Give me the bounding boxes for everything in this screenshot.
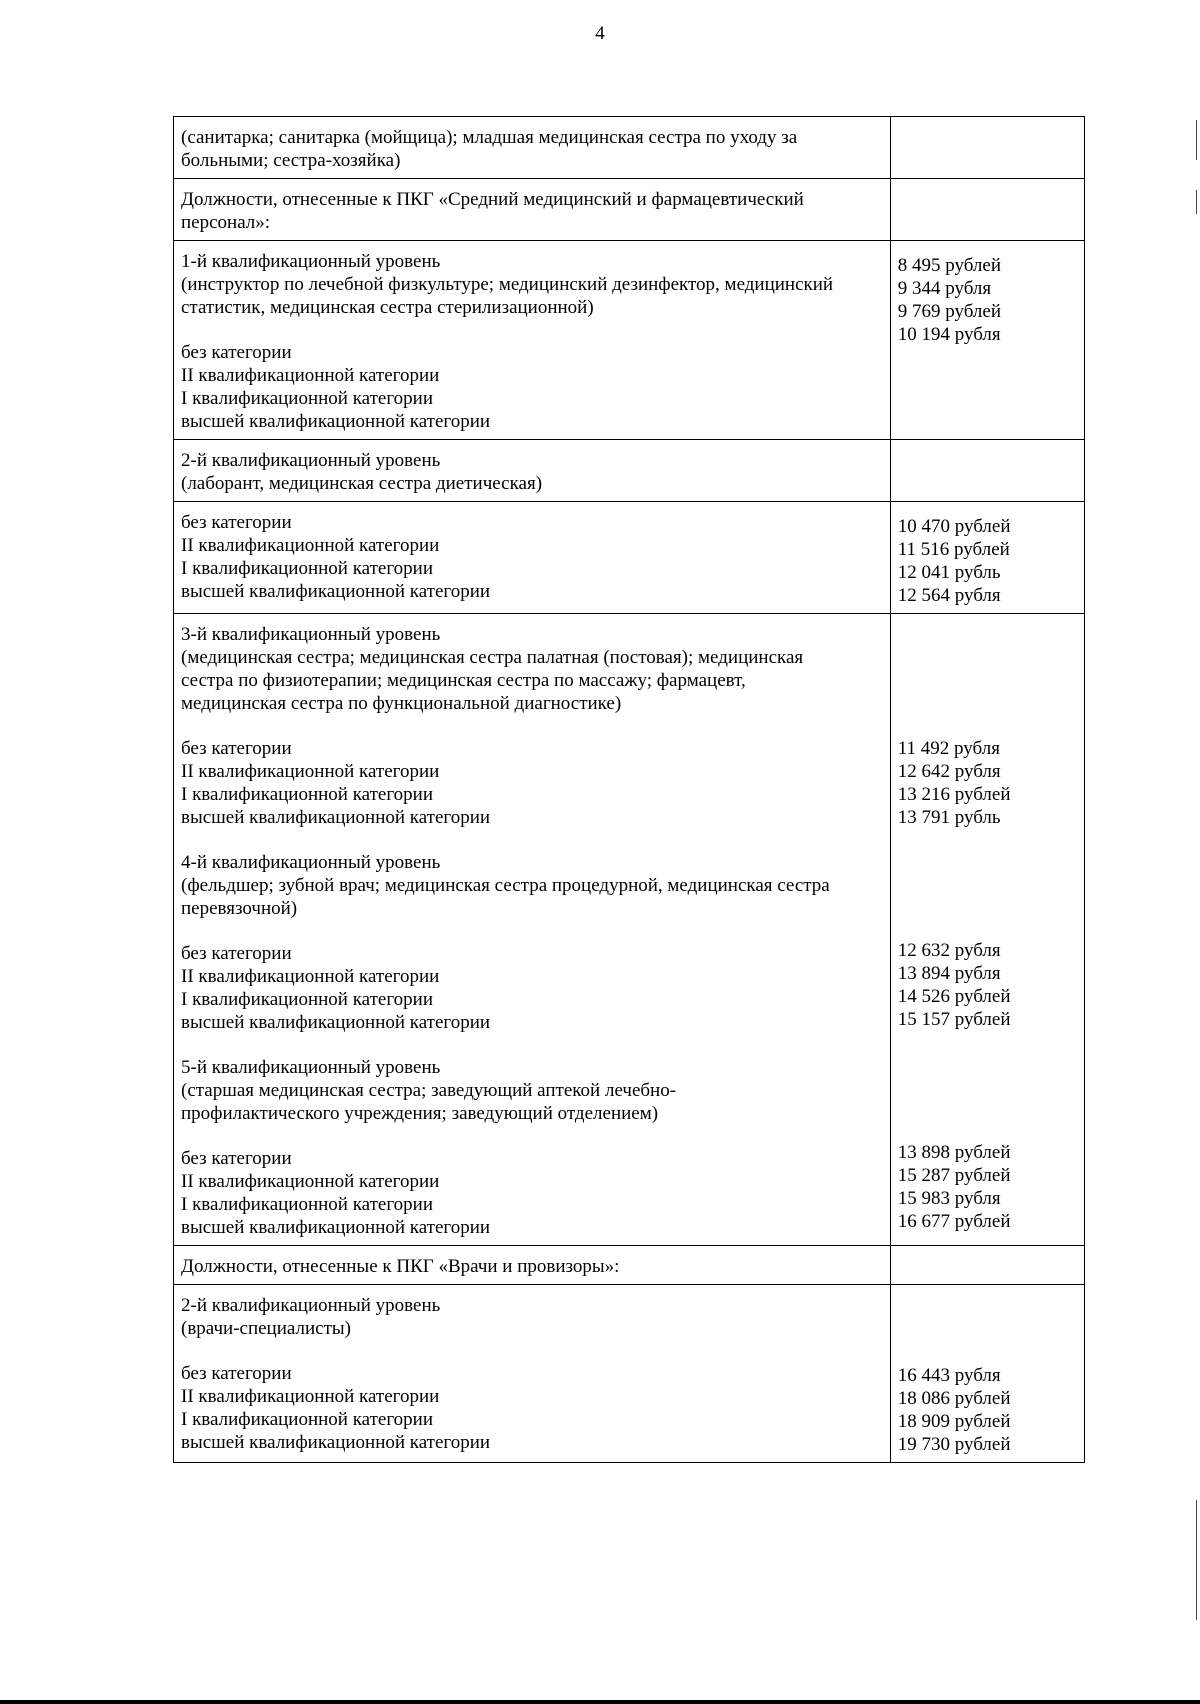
salary-amount: 13 791 рубль [897,807,1001,828]
description-line: I квалификационной категории [181,1194,434,1215]
table-row [174,117,1085,179]
description-line: 4-й квалификационный уровень [181,852,441,873]
description-line: 3-й квалификационный уровень [181,624,441,645]
salary-amount: 19 730 рублей [897,1434,1011,1455]
salary-amount: 12 041 рубль [897,562,1001,583]
description-line: (фельдшер; зубной врач; медицинская сестра процедурной, медицинская сестра [181,875,830,896]
description-line: II квалификационной категории [181,1171,440,1192]
table-row [174,614,1085,1246]
blank-line [181,1340,884,1362]
blank-line [898,1075,1078,1097]
description-line: II квалификационной категории [181,1386,440,1407]
salary-amount: 12 564 рубля [897,585,1001,606]
salary-amount: 10 470 рублей [897,516,1011,537]
salary-amount: 14 526 рублей [897,986,1011,1007]
description-line: 2-й квалификационный уровень [181,1295,441,1316]
description-line: без категории [181,943,292,964]
scan-edge-mark [1196,1500,1197,1620]
description-line: без категории [181,1148,292,1169]
description-line: II квалификационной категории [181,761,440,782]
description-line: без категории [181,738,292,759]
description-line: (санитарка; санитарка (мойщица); младшая медицинская сестра по уходу за [181,127,798,148]
blank-line [898,1053,1078,1075]
salary-amount: 15 287 рублей [897,1165,1011,1186]
description-line: перевязочной) [181,898,298,919]
description-line: высшей квалификационной категории [181,1012,491,1033]
salary-amount: 12 632 рубля [897,940,1001,961]
blank-line [181,715,884,737]
blank-line [898,873,1078,895]
table-row [174,1246,1085,1285]
description-line: без категории [181,1363,292,1384]
blank-line [181,319,884,341]
salary-amount: 16 443 рубля [897,1365,1001,1386]
salary-amount-cell [890,179,1084,241]
salary-amount: 13 898 рублей [897,1142,1011,1163]
description-line: больными; сестра-хозяйка) [181,150,401,171]
description-line: I квалификационной категории [181,989,434,1010]
blank-line [181,829,884,851]
description-line: персонал»: [181,212,271,233]
scan-edge-mark [1196,190,1197,214]
blank-line [898,627,1078,649]
salary-amount-cell [890,1285,1084,1463]
salary-table [173,116,1085,1463]
description-line: высшей квалификационной категории [181,581,491,602]
salary-amount: 11 516 рублей [897,539,1010,560]
salary-amount: 9 344 рубля [897,278,992,299]
salary-amount: 10 194 рубля [897,324,1001,345]
description-line: 2-й квалификационный уровень [181,450,441,471]
description-line: (врачи-специалисты) [181,1318,351,1339]
blank-line [898,671,1078,693]
description-line: медицинская сестра по функциональной диагностике) [181,693,622,714]
blank-line [898,1342,1078,1364]
salary-amount: 13 894 рубля [897,963,1001,984]
description-line: (лаборант, медицинская сестра диетическая) [181,473,543,494]
salary-amount: 8 495 рублей [897,255,1001,276]
description-line: статистик, медицинская сестра стерилизационной) [181,297,594,318]
position-description-cell [174,179,891,241]
position-description-cell [174,1285,891,1463]
position-description-cell [174,502,891,614]
description-line: высшей квалификационной категории [181,807,491,828]
page-number: 4 [595,23,605,44]
position-description-cell [174,440,891,502]
table-row [174,179,1085,241]
position-description-cell [174,241,891,440]
description-line: II квалификационной категории [181,535,440,556]
blank-line [898,851,1078,873]
blank-line [898,1119,1078,1141]
salary-amount-cell [890,1246,1084,1285]
salary-amount: 12 642 рубля [897,761,1001,782]
description-line: высшей квалификационной категории [181,411,491,432]
scan-edge-mark [1196,120,1197,160]
table-row [174,241,1085,440]
salary-table-body [174,117,1085,1463]
position-description-cell [174,614,891,1246]
blank-line [898,1031,1078,1053]
description-line: высшей квалификационной категории [181,1217,491,1238]
blank-line [898,829,1078,851]
description-line: I квалификационной категории [181,558,434,579]
description-line: Должности, отнесенные к ПКГ «Врачи и провизоры»: [181,1256,620,1277]
table-row [174,1285,1085,1463]
salary-amount-cell [890,241,1084,440]
description-line: I квалификационной категории [181,1409,434,1430]
blank-line [898,693,1078,715]
salary-amount-cell [890,614,1084,1246]
description-line: II квалификационной категории [181,966,440,987]
salary-amount-cell [890,117,1084,179]
salary-amount: 18 086 рублей [897,1388,1011,1409]
salary-amount: 15 983 рубля [897,1188,1001,1209]
blank-line [898,649,1078,671]
description-line: I квалификационной категории [181,784,434,805]
salary-amount: 11 492 рубля [897,738,1000,759]
salary-amount: 15 157 рублей [897,1009,1011,1030]
description-line: без категории [181,342,292,363]
salary-amount: 13 216 рублей [897,784,1011,805]
description-line: Должности, отнесенные к ПКГ «Средний медицинский и фармацевтический [181,189,804,210]
description-line: II квалификационной категории [181,365,440,386]
salary-amount: 18 909 рублей [897,1411,1011,1432]
blank-line [181,920,884,942]
description-line: сестра по физиотерапии; медицинская сестра по массажу; фармацевт, [181,670,746,691]
description-line: (старшая медицинская сестра; заведующий аптекой лечебно- [181,1080,677,1101]
blank-line [181,1125,884,1147]
blank-line [898,1320,1078,1342]
description-line: (инструктор по лечебной физкультуре; медицинский дезинфектор, медицинский [181,274,834,295]
description-line: высшей квалификационной категории [181,1432,491,1453]
description-line: без категории [181,512,292,533]
blank-line [898,895,1078,917]
blank-line [898,1298,1078,1320]
description-line: I квалификационной категории [181,388,434,409]
scan-bottom-edge [0,1700,1200,1704]
description-line: 1-й квалификационный уровень [181,251,441,272]
salary-amount: 16 677 рублей [897,1211,1011,1232]
position-description-cell [174,117,891,179]
description-line: 5-й квалификационный уровень [181,1057,441,1078]
description-line: (медицинская сестра; медицинская сестра палатная (постовая); медицинская [181,647,804,668]
position-description-cell [174,1246,891,1285]
salary-amount-cell [890,502,1084,614]
blank-line [181,1034,884,1056]
salary-amount-cell [890,440,1084,502]
blank-line [898,715,1078,737]
blank-line [898,917,1078,939]
table-row [174,440,1085,502]
table-row [174,502,1085,614]
salary-amount: 9 769 рублей [897,301,1001,322]
description-line: профилактического учреждения; заведующий отделением) [181,1103,659,1124]
blank-line [898,1097,1078,1119]
